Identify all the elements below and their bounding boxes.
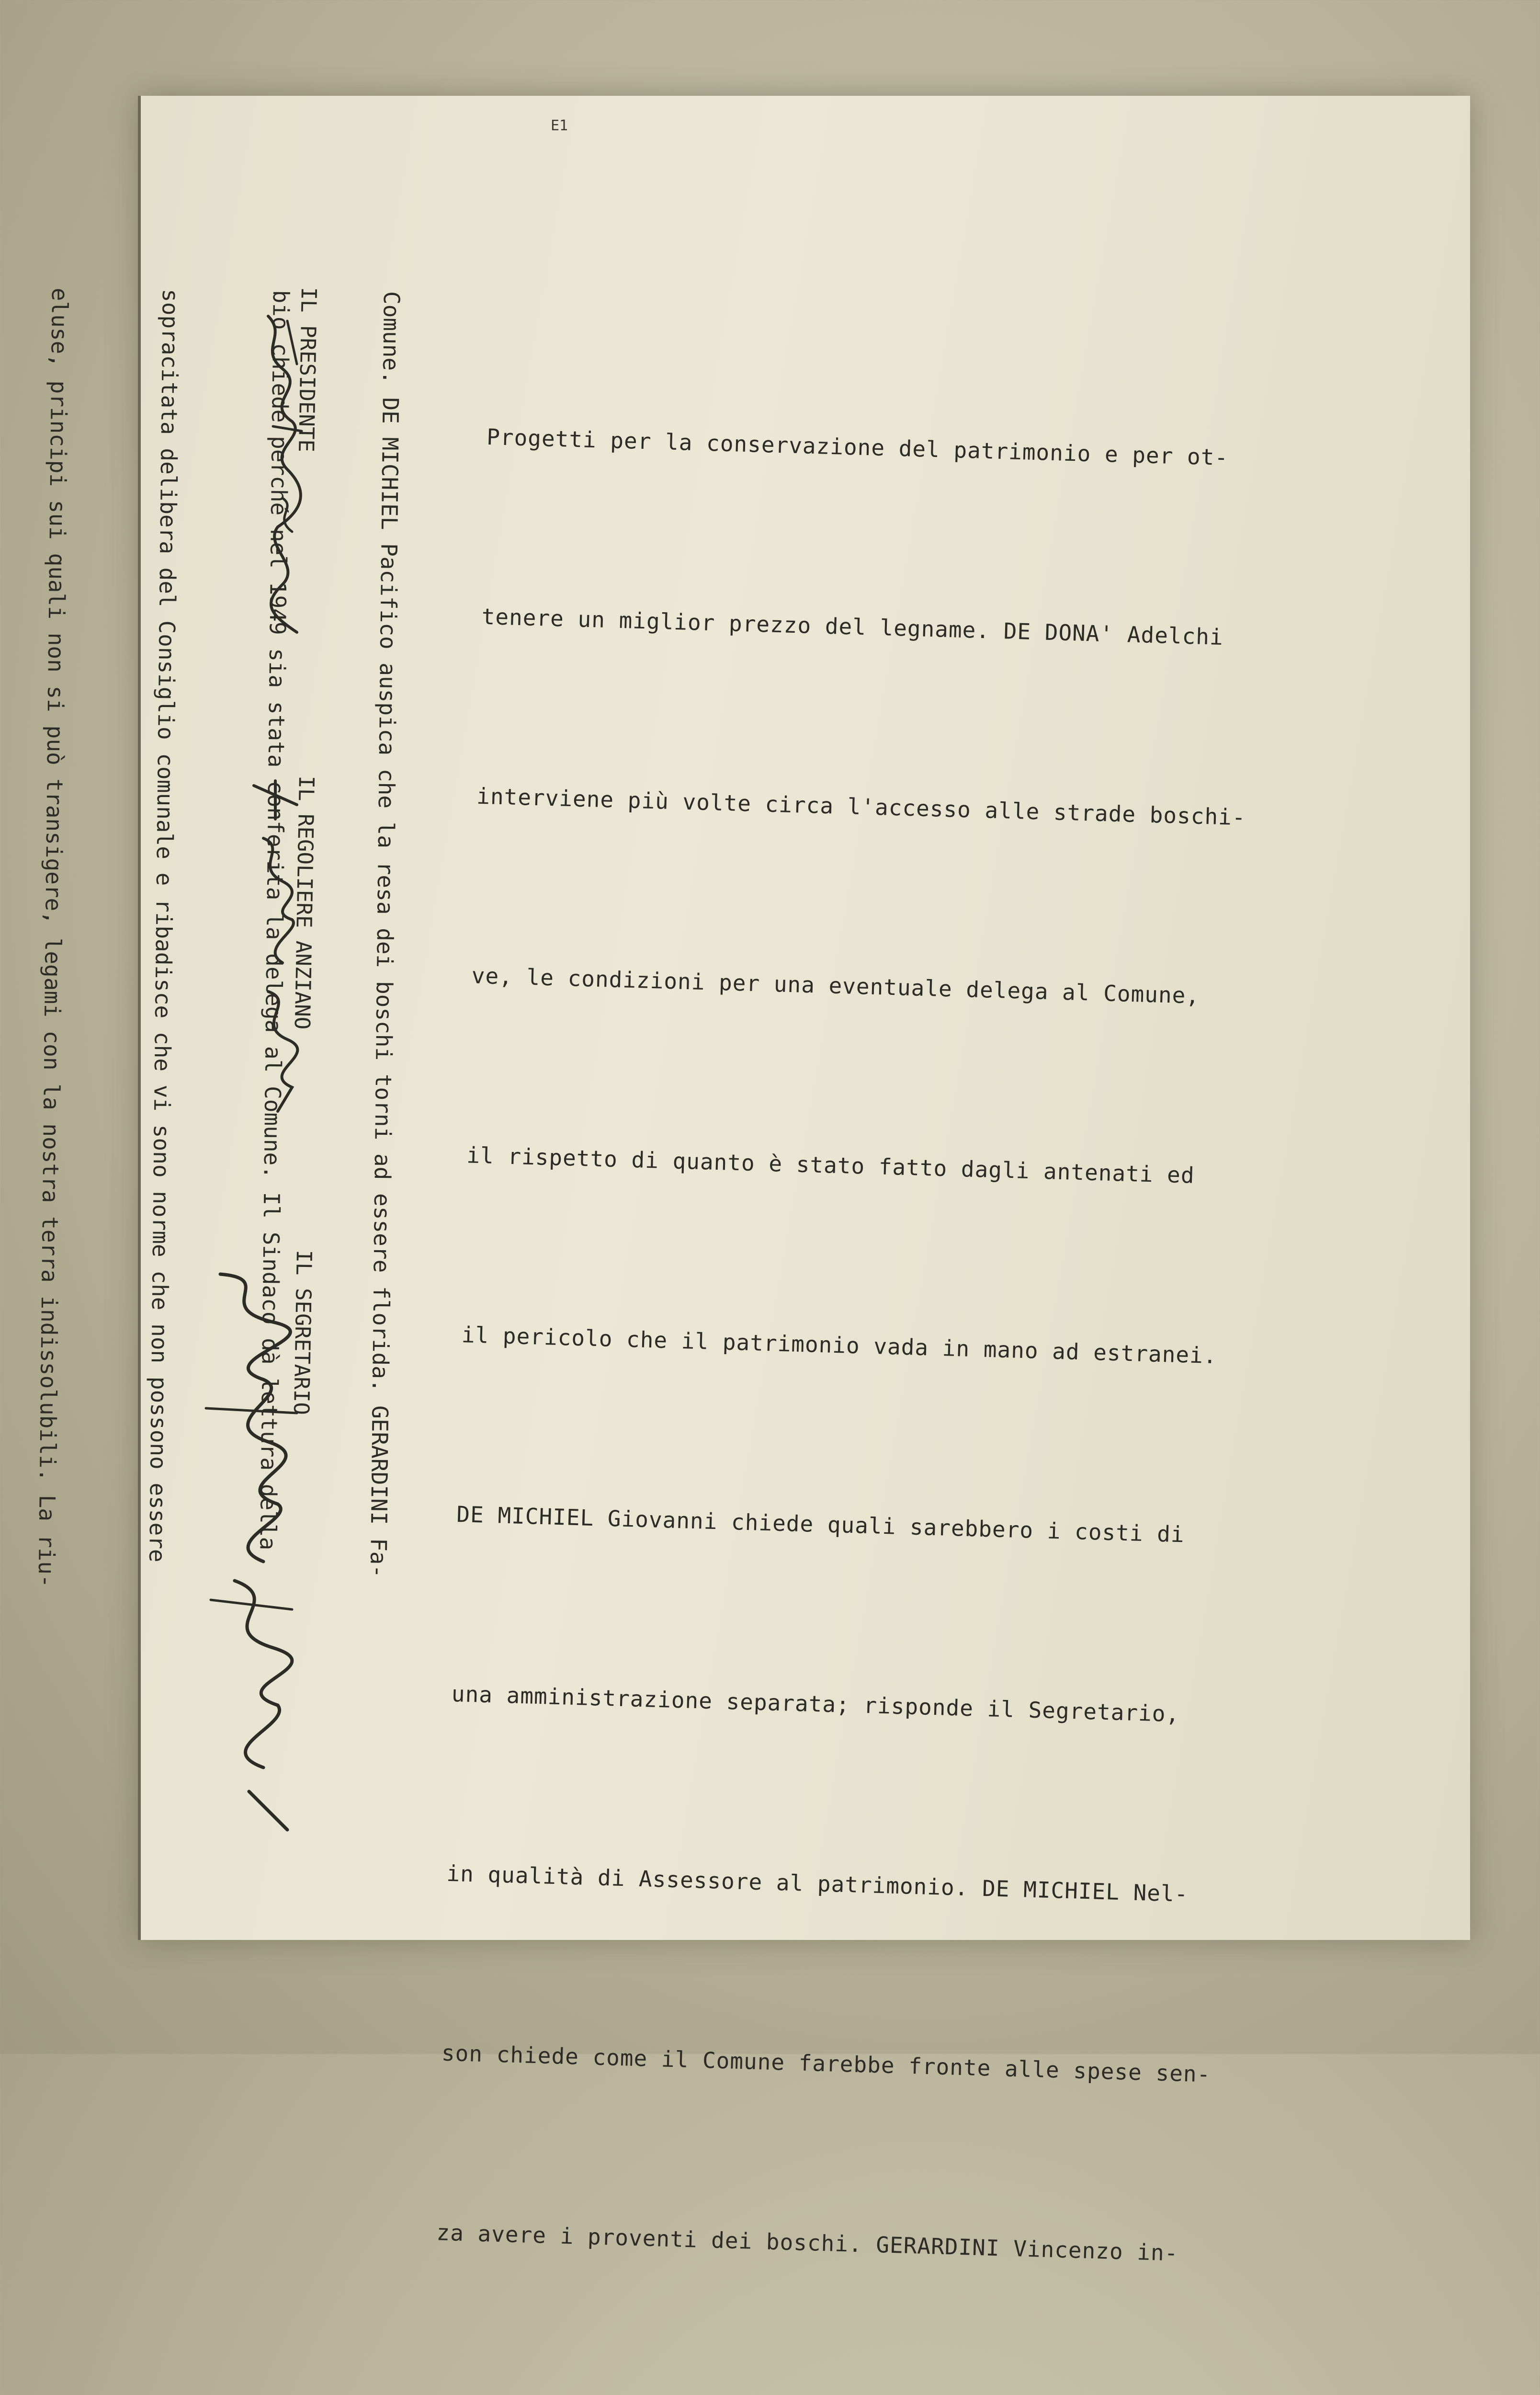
side-line: Comune. DE MICHIEL Pacifico auspica che la resa dei boschi torni ad essere florida. GERARDINI Fa- bbox=[365, 291, 405, 1578]
signature-regoliere-anziano bbox=[235, 776, 316, 1121]
body-line: in qualità di Assessore al patrimonio. DE MICHIEL Nel- bbox=[446, 1860, 1189, 1907]
top-mark: E1 bbox=[551, 117, 568, 134]
body-line: tenere un miglior prezzo del legname. DE DONA' Adelchi bbox=[481, 603, 1224, 650]
label-segretario: IL SEGRETARIO bbox=[288, 1250, 316, 1415]
label-presidente: IL PRESIDENTE bbox=[293, 287, 321, 453]
body-line: ve, le condizioni per una eventuale delega al Comune, bbox=[471, 962, 1200, 1009]
body-line: interviene più volte circa l'accesso alle strade boschi- bbox=[476, 783, 1246, 831]
body-line: son chiede come il Comune farebbe fronte alle spese sen- bbox=[441, 2040, 1212, 2087]
side-line: eluse, principi sui quali non si può transigere, legami con la nostra terra indissolubili. La riu- bbox=[33, 287, 73, 1588]
body-line: il pericolo che il patrimonio vada in mano ad estranei. bbox=[461, 1322, 1218, 1369]
label-regoliere-anziano: IL REGOLIERE ANZIANO bbox=[289, 776, 318, 1030]
body-line: il rispetto di quanto è stato fatto dagli antenati ed bbox=[466, 1142, 1195, 1188]
body-line: DE MICHIEL Giovanni chiede quali sarebbero i costi di bbox=[456, 1501, 1185, 1548]
body-line: za avere i proventi dei boschi. GERARDINI Vincenzo in- bbox=[436, 2219, 1179, 2266]
body-line bbox=[430, 2382, 1275, 2395]
body-line: una amministrazione separata; risponde il Segretario, bbox=[451, 1680, 1180, 1727]
body-line: Progetti per la conservazione del patrimonio e per ot- bbox=[486, 423, 1229, 471]
body-text bbox=[364, 287, 1334, 2395]
side-line: sopracitata delibera del Consiglio comunale e ribadisce che vi sono norme che non possono essere bbox=[144, 288, 184, 1562]
signature-segretario bbox=[192, 1265, 306, 1839]
signature-presidente bbox=[239, 307, 326, 642]
side-line: bio chiede perché nel 1949 sia stata conferita la delega al Comune. Il Sindaco dà lettura della bbox=[255, 290, 294, 1551]
